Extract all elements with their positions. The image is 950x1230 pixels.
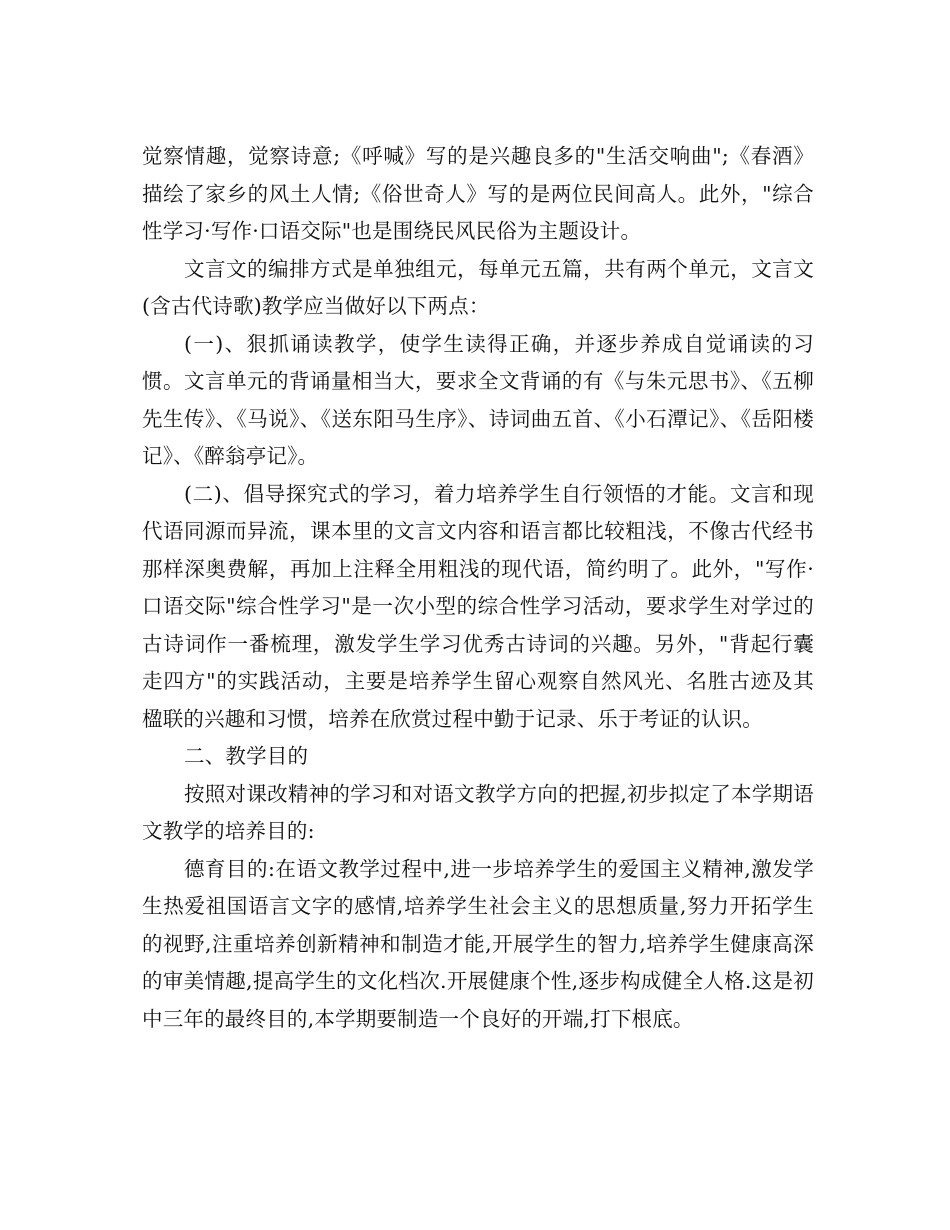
document-body <box>142 138 814 1038</box>
paragraph-moral-education-goal: 德育目的:在语文教学过程中,进一步培养学生的爱国主义精神,激发学生热爱祖国语言文字的感情,培养学生社会主义的思想质量,努力开拓学生的视野,注重培养创新精神和制造才能,开展学生的智力,培养学生健康高深的审美情趣,提高学生的文化档次.开展健康个性,逐步构成健全人格.这是初中三年的最终目的,本学期要制造一个良好的开端,打下根底。 <box>142 856 814 1031</box>
paragraph-recitation-teaching: (一)、狠抓诵读教学，使学生读得正确，并逐步养成自觉诵读的习惯。文言单元的背诵量相当大，要求全文背诵的有《与朱元思书》、《五柳先生传》、《马说》、《送东阳马生序》、诗词曲五首、《小石潭记》、《岳阳楼记》、《醉翁亭记》。 <box>142 331 814 468</box>
section-heading-teaching-goals: 二、教学目的 <box>184 744 309 768</box>
paragraph-classical-arrangement: 文言文的编排方式是单独组元，每单元五篇，共有两个单元，文言文(含古代诗歌)教学应当做好以下两点： <box>142 256 814 318</box>
paragraph-inquiry-learning: (二)、倡导探究式的学习，着力培养学生自行领悟的才能。文言和现代语同源而异流，课本里的文言文内容和语言都比较粗浅，不像古代经书那样深奥费解，再加上注释全用粗浅的现代语，简约明了。此外，"写作·口语交际"综合性学习"是一次小型的综合性学习活动，要求学生对学过的古诗词作一番梳理，激发学生学习优秀古诗词的兴趣。另外，"背起行囊走四方"的实践活动，主要是培养学生留心观察自然风光、名胜古迹及其楹联的兴趣和习惯，培养在欣赏过程中勤于记录、乐于考证的认识。 <box>142 481 814 731</box>
paragraph-goals-intro: 按照对课改精神的学习和对语文教学方向的把握,初步拟定了本学期语文教学的培养目的: <box>142 781 814 843</box>
paragraph-folk-customs-intro: 觉察情趣，觉察诗意;《呼喊》写的是兴趣良多的"生活交响曲";《春酒》描绘了家乡的风土人情;《俗世奇人》写的是两位民间高人。此外，"综合性学习·写作·口语交际"也是围绕民风民俗为主题设计。 <box>142 144 814 243</box>
